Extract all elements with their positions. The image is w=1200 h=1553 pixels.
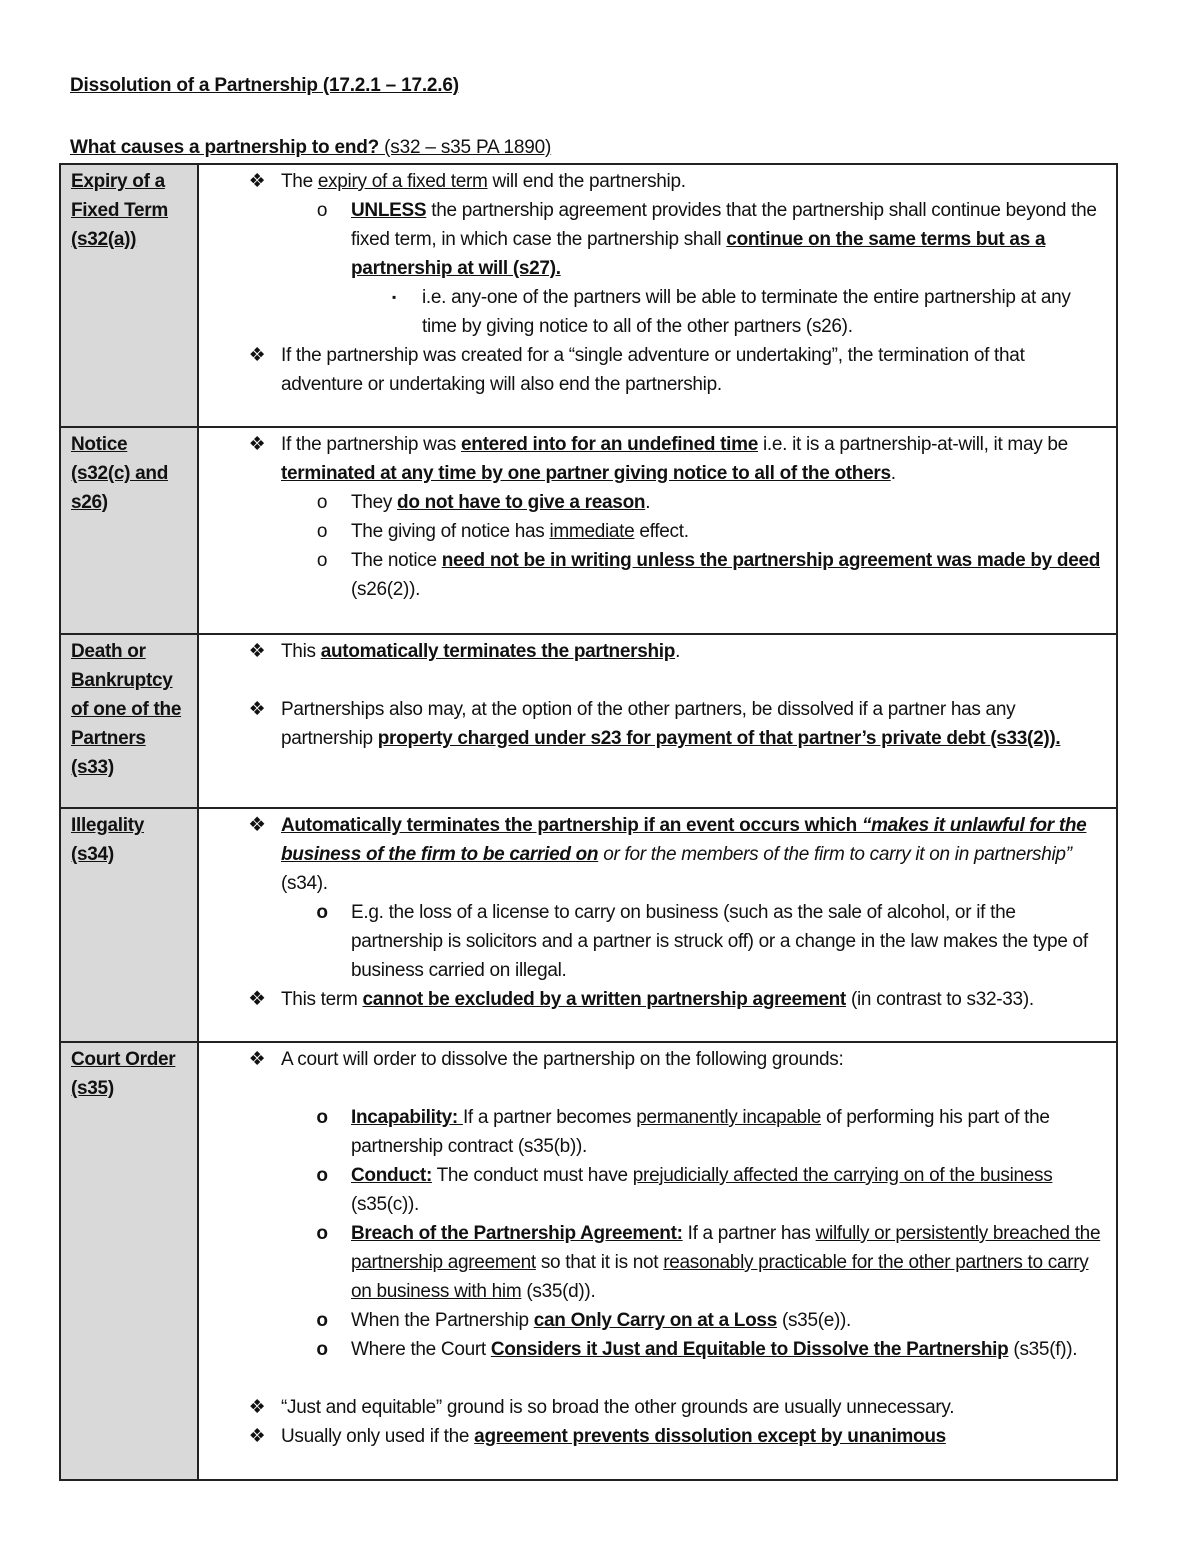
underlined-text: can Only Carry on at a Loss xyxy=(533,1310,777,1331)
text: . xyxy=(645,492,651,513)
underlined-text: continue on the same terms but as a partnership at will (s27). xyxy=(351,229,1046,279)
list-item xyxy=(199,1045,1106,1074)
text: If the partnership was xyxy=(281,434,462,455)
row-label: Death or Bankruptcy of one of the Partners (s33) xyxy=(60,634,198,808)
list-item xyxy=(199,695,1106,753)
diamond-bullet-icon: ❖ xyxy=(248,1049,266,1070)
underlined-text: Breach of the Partnership Agreement: xyxy=(351,1223,683,1244)
list-item xyxy=(199,546,1106,604)
text: Where the Court xyxy=(351,1339,491,1360)
text: Partnerships also may, at the option of the other partners, be dissolved if a partner has any partnership xyxy=(281,699,1016,749)
list-item xyxy=(199,898,1106,985)
diamond-bullet-icon: ❖ xyxy=(248,1397,266,1418)
list-item xyxy=(199,283,1106,341)
text: the partnership agreement provides that the partnership shall continue beyond the fixed term, in which case the partnership shall xyxy=(351,200,1097,250)
table-row xyxy=(60,427,1117,634)
row-content xyxy=(198,164,1117,427)
underlined-text: Incapability: xyxy=(351,1107,463,1128)
section-heading-reference: (s32 – s35 PA 1890) xyxy=(379,137,552,158)
filled-diamond-bullet-icon: ❖ xyxy=(248,814,266,836)
circle-bullet-icon: o xyxy=(316,521,328,542)
circle-bullet-icon: o xyxy=(316,1223,328,1244)
circle-bullet-icon: o xyxy=(316,1339,328,1360)
underlined-text: terminated at any time by one partner giving notice to all of the others xyxy=(281,463,891,484)
section-heading-question: What causes a partnership to end? xyxy=(70,137,380,158)
table-row xyxy=(60,808,1117,1042)
filled-diamond-bullet-icon: ❖ xyxy=(248,988,266,1010)
text: (s26(2)). xyxy=(351,579,421,600)
row-label: Expiry of a Fixed Term (s32(a)) xyxy=(60,164,198,427)
table-row xyxy=(60,1042,1117,1480)
text: This xyxy=(281,641,321,662)
underlined-text: UNLESS xyxy=(351,200,427,221)
quoted-text: “makes it unlawful for the business of the firm to be carried on xyxy=(281,815,1087,865)
list-item xyxy=(199,637,1106,666)
row-content xyxy=(198,427,1117,634)
list-item xyxy=(199,517,1106,546)
list-item xyxy=(199,196,1106,283)
underlined-text: agreement prevents dissolution except by unanimous xyxy=(474,1426,946,1447)
list-item xyxy=(199,341,1106,399)
text: (s35(e)). xyxy=(776,1310,852,1331)
row-label: Court Order (s35) xyxy=(60,1042,198,1480)
dissolution-table xyxy=(59,163,1118,1481)
section-heading xyxy=(70,137,551,159)
text: (s35(d)). xyxy=(521,1281,596,1302)
circle-bullet-icon: o xyxy=(316,1107,328,1128)
circle-bullet-icon: o xyxy=(316,550,328,571)
text: If a partner has xyxy=(682,1223,816,1244)
text: The giving of notice has xyxy=(351,521,550,542)
text: When the Partnership xyxy=(351,1310,534,1331)
text: This term xyxy=(281,989,363,1010)
row-content xyxy=(198,1042,1117,1480)
underlined-text: immediate xyxy=(549,521,635,542)
circle-bullet-icon: o xyxy=(316,1165,328,1186)
text: E.g. the loss of a license to carry on business (such as the sale of alcohol, or if the partnership is solicitors and a partner is struck off) or a change in the law makes the type of business carried on illegal. xyxy=(351,902,1088,981)
text: The xyxy=(281,171,318,192)
text: i.e. it is a partnership-at-will, it may be xyxy=(758,434,1068,455)
list-item xyxy=(199,1219,1106,1306)
underlined-text: need not be in writing unless the partnership agreement was made by deed xyxy=(441,550,1101,571)
text: of performing his part of the partnership contract (s35(b)). xyxy=(351,1107,1050,1157)
text: will end the partnership. xyxy=(487,171,686,192)
underlined-text: prejudicially affected the carrying on of the business xyxy=(632,1165,1053,1186)
list-item xyxy=(199,488,1106,517)
underlined-text: cannot be excluded by a written partnership agreement xyxy=(362,989,846,1010)
underlined-text: Conduct: xyxy=(351,1165,432,1186)
table-row xyxy=(60,634,1117,808)
list-item xyxy=(199,811,1106,898)
circle-bullet-icon: o xyxy=(316,492,328,513)
text: The conduct must have xyxy=(431,1165,633,1186)
underlined-text: property charged under s23 for payment of that partner’s private debt (s33(2)). xyxy=(377,728,1061,749)
underlined-text: do not have to give a reason xyxy=(397,492,646,513)
italic-text: or for the members of the firm to carry it on in partnership” xyxy=(598,844,1072,865)
list-item xyxy=(199,167,1106,196)
table-row xyxy=(60,164,1117,427)
page-title: Dissolution of a Partnership (17.2.1 – 17.2.6) xyxy=(70,75,459,96)
circle-bullet-icon: o xyxy=(316,1310,328,1331)
row-label: Illegality (s34) xyxy=(60,808,198,1042)
row-content xyxy=(198,808,1117,1042)
underlined-text: automatically terminates the partnership xyxy=(320,641,676,662)
diamond-bullet-icon: ❖ xyxy=(248,1426,266,1447)
underlined-text: permanently incapable xyxy=(636,1107,822,1128)
underlined-text: wilfully or persistently breached the partnership agreement xyxy=(351,1223,1101,1273)
text: (s35(f)). xyxy=(1008,1339,1078,1360)
text: (s34). xyxy=(281,873,328,894)
list-item xyxy=(199,430,1106,488)
circle-bullet-icon: o xyxy=(316,200,328,221)
text: If a partner becomes xyxy=(462,1107,637,1128)
spacer xyxy=(199,1074,1106,1103)
list-item xyxy=(199,985,1106,1014)
text: (in contrast to s32-33). xyxy=(845,989,1034,1010)
list-item xyxy=(199,1306,1106,1335)
text: A court will order to dissolve the partnership on the following grounds: xyxy=(281,1049,844,1070)
spacer xyxy=(199,1364,1106,1393)
list-item xyxy=(199,1422,1106,1451)
underlined-text: Automatically terminates the partnership if an event occurs which xyxy=(281,815,862,836)
list-item xyxy=(199,1161,1106,1219)
text: (s35(c)). xyxy=(351,1194,420,1215)
text: so that it is not xyxy=(535,1252,664,1273)
underlined-text: expiry of a fixed term xyxy=(317,171,488,192)
text: . xyxy=(675,641,681,662)
row-label: Notice (s32(c) and s26) xyxy=(60,427,198,634)
list-item xyxy=(199,1335,1106,1364)
diamond-bullet-icon: ❖ xyxy=(248,171,266,192)
text: effect. xyxy=(634,521,689,542)
underlined-text: entered into for an undefined time xyxy=(461,434,759,455)
diamond-bullet-icon: ❖ xyxy=(248,345,266,366)
text: “Just and equitable” ground is so broad the other grounds are usually unnecessary. xyxy=(281,1397,955,1418)
text: . xyxy=(890,463,896,484)
text: Usually only used if the xyxy=(281,1426,475,1447)
row-content xyxy=(198,634,1117,808)
text: If the partnership was created for a “single adventure or undertaking”, the termination of that adventure or undertaking will also end the partnership. xyxy=(281,345,1025,395)
underlined-text: reasonably practicable for the other partners to carry on business with him xyxy=(351,1252,1089,1302)
list-item xyxy=(199,1103,1106,1161)
text: i.e. any-one of the partners will be able to terminate the entire partnership at any time by giving notice to all of the other partners (s26). xyxy=(422,287,1071,337)
underlined-text: Considers it Just and Equitable to Dissolve the Partnership xyxy=(490,1339,1009,1360)
diamond-bullet-icon: ❖ xyxy=(248,641,266,662)
list-item xyxy=(199,1393,1106,1422)
text: They xyxy=(351,492,398,513)
spacer xyxy=(199,666,1106,695)
diamond-bullet-icon: ❖ xyxy=(248,699,266,720)
text: The notice xyxy=(351,550,442,571)
square-bullet-icon: ▪ xyxy=(392,290,396,304)
circle-bullet-icon: o xyxy=(316,902,328,923)
diamond-bullet-icon: ❖ xyxy=(248,434,266,455)
